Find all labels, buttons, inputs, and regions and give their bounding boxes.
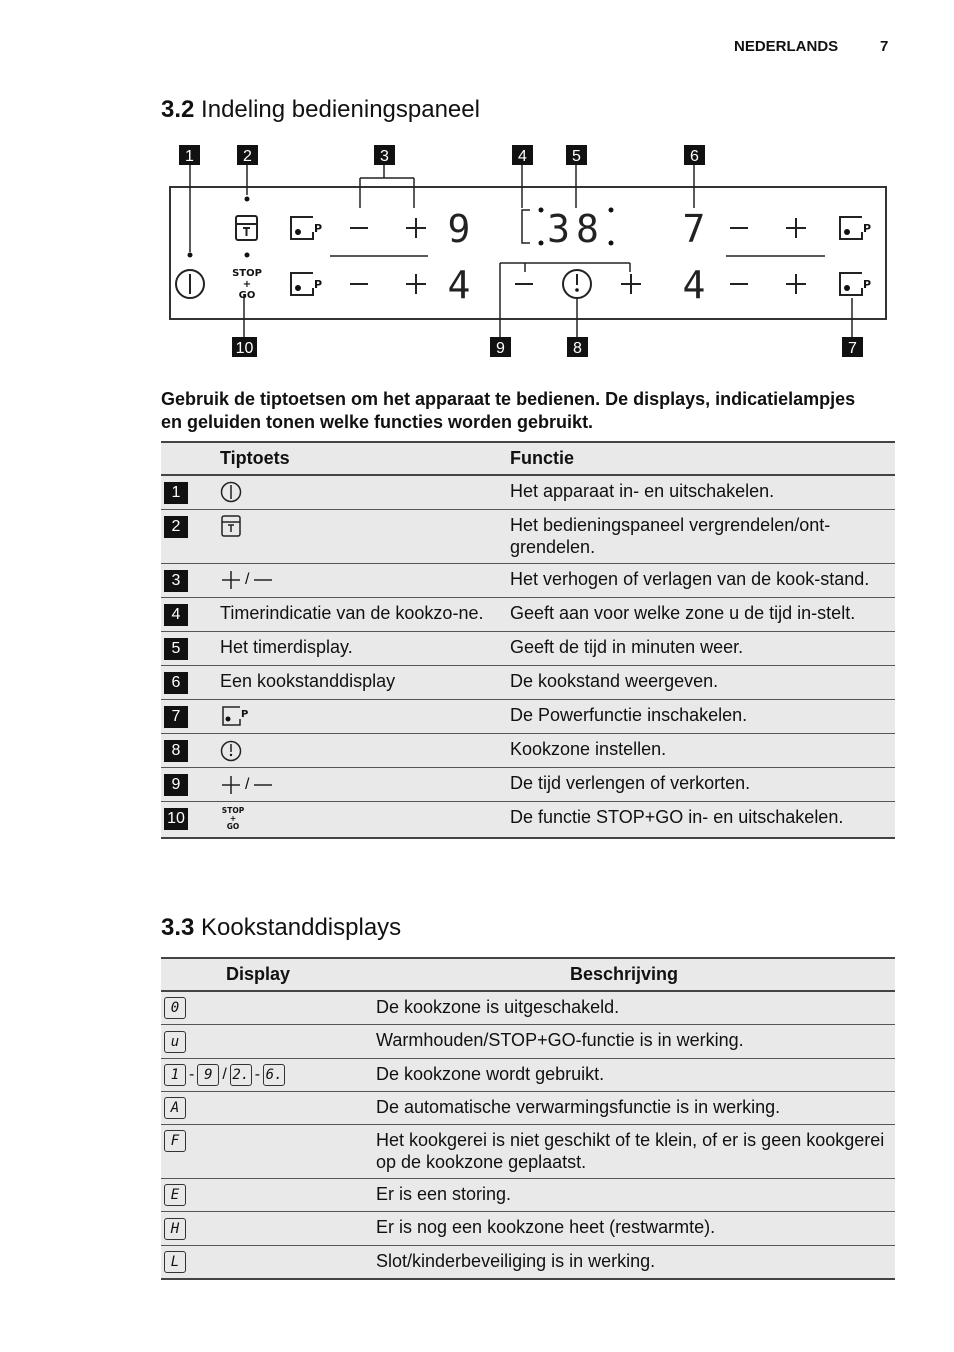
separator: -	[189, 1065, 195, 1083]
row-description: Het kookgerei is niet geschikt of te klein, of er is geen kookgerei op de kookzone geplaatst.	[370, 1125, 895, 1179]
row-function: Geeft de tijd in minuten weer.	[504, 632, 895, 666]
table-row	[161, 632, 895, 666]
table-row	[161, 1245, 895, 1279]
row-number: 1	[164, 482, 188, 504]
separator: /	[245, 571, 250, 589]
separator: /	[222, 1065, 227, 1083]
table-row	[161, 598, 895, 632]
row-function: Het bedieningspaneel vergrendelen/ont-grendelen.	[504, 510, 895, 564]
row-key: Een kookstanddisplay	[214, 666, 504, 700]
panel-frame	[170, 187, 886, 319]
level-display-bottom-right: 4	[682, 263, 706, 307]
table-row	[161, 700, 895, 734]
panel-power-key-top-right	[840, 217, 862, 239]
row-function: Het apparaat in- en uitschakelen.	[504, 475, 895, 510]
table-row	[161, 510, 895, 564]
level-display-bottom-left: 4	[447, 263, 471, 307]
level-display-top-right: 7	[682, 207, 706, 251]
display-symbol: F	[164, 1130, 186, 1152]
stop-go-line-2: +	[242, 279, 252, 290]
minus-icon	[252, 774, 274, 796]
power-letter-2: P	[314, 278, 323, 291]
callout-2-label: 2	[243, 148, 252, 165]
panel-stop-go-icon	[232, 268, 262, 301]
row-number: 8	[164, 740, 188, 762]
table-row	[161, 1212, 895, 1245]
table-header-row	[161, 958, 895, 991]
row-description: Warmhouden/STOP+GO-functie is in werking.	[370, 1025, 895, 1058]
callout-3-label: 3	[380, 148, 389, 165]
row-number: 10	[164, 808, 188, 830]
row-key: Het timerdisplay.	[214, 632, 504, 666]
row-description: De kookzone is uitgeschakeld.	[370, 991, 895, 1025]
power-letter-1: P	[314, 222, 323, 235]
row-number: 7	[164, 706, 188, 728]
stop-go-line-2: +	[229, 814, 237, 824]
section-number: 3.3	[161, 914, 195, 941]
callout-7-label: 7	[848, 340, 857, 357]
display-symbol: u	[164, 1031, 186, 1053]
row-description: Er is nog een kookzone heet (restwarmte).	[370, 1212, 895, 1245]
row-function: Het verhogen of verlagen van de kook-stand.	[504, 564, 895, 598]
stop-go-line-1: STOP	[221, 806, 245, 816]
table-row	[161, 1025, 895, 1058]
power-letter-4: P	[863, 278, 872, 291]
header-key: Tiptoets	[214, 442, 504, 475]
intro-text: Gebruik de tiptoetsen om het apparaat te bedienen. De displays, indicatielampjes en geluiden tonen welke functies worden gebruikt.	[161, 389, 856, 432]
row-function: De functie STOP+GO in- en uitschakelen.	[504, 802, 895, 839]
stop-go-line-3: GO	[226, 822, 240, 832]
header-function: Functie	[504, 442, 895, 475]
callout-6-label: 6	[690, 148, 699, 165]
table-header-row	[161, 442, 895, 475]
table-row	[161, 666, 895, 700]
display-symbol: 0	[164, 997, 186, 1019]
display-symbol: H	[164, 1218, 186, 1240]
row-description: Er is een storing.	[370, 1179, 895, 1212]
panel-power-key-top-left	[291, 217, 313, 239]
row-description: De kookzone wordt gebruikt.	[370, 1058, 895, 1091]
section-number: 3.2	[161, 96, 195, 123]
display-symbol: 6.	[263, 1064, 285, 1086]
row-key: Timerindicatie van de kookzo-ne.	[214, 598, 504, 632]
level-display-top-left: 9	[447, 207, 471, 251]
display-symbol: 1	[164, 1064, 186, 1086]
panel-lock-icon	[236, 216, 257, 240]
timer-display: 38	[547, 207, 605, 251]
table-row	[161, 1125, 895, 1179]
section-title: Indeling bedieningspaneel	[201, 96, 480, 123]
table-row	[161, 768, 895, 802]
section-heading-3-2	[161, 96, 480, 124]
panel-power-key-bottom-left	[291, 273, 313, 295]
svg-text:P: P	[241, 709, 249, 721]
row-function: Kookzone instellen.	[504, 734, 895, 768]
callout-4-label: 4	[518, 148, 527, 165]
power-function-icon	[220, 704, 250, 728]
row-function: De kookstand weergeven.	[504, 666, 895, 700]
plus-icon	[220, 774, 242, 796]
row-number: 4	[164, 604, 188, 626]
table-row	[161, 475, 895, 510]
display-symbol: 9	[197, 1064, 219, 1086]
display-symbol: L	[164, 1251, 186, 1273]
table-row	[161, 802, 895, 839]
table-row	[161, 1179, 895, 1212]
row-number: 2	[164, 516, 188, 538]
timer-icon	[220, 740, 242, 762]
display-symbol: E	[164, 1184, 186, 1206]
control-panel-diagram	[160, 140, 890, 365]
page-number: 7	[880, 38, 889, 55]
row-function: Geeft aan voor welke zone u de tijd in-stelt.	[504, 598, 895, 632]
stop-go-line-1: STOP	[232, 268, 262, 279]
display-table	[161, 957, 895, 1280]
plus-icon	[220, 569, 242, 591]
callout-8-label: 8	[573, 340, 582, 357]
row-description: Slot/kinderbeveiliging is in werking.	[370, 1245, 895, 1279]
row-description: De automatische verwarmingsfunctie is in werking.	[370, 1091, 895, 1124]
display-symbol: A	[164, 1097, 186, 1119]
panel-timer-icon	[563, 270, 591, 298]
row-number: 9	[164, 774, 188, 796]
callout-9-label: 9	[496, 340, 505, 357]
row-function: De tijd verlengen of verkorten.	[504, 768, 895, 802]
separator: /	[245, 775, 250, 793]
separator: -	[254, 1065, 261, 1083]
header-display: Display	[161, 958, 370, 991]
callout-10-label: 10	[235, 340, 254, 357]
stop-go-line-3: GO	[238, 290, 256, 301]
header-description: Beschrijving	[370, 958, 895, 991]
callout-1-label: 1	[185, 148, 194, 165]
callout-5-label: 5	[572, 148, 581, 165]
display-symbol: 2.	[230, 1064, 252, 1086]
table-row	[161, 1091, 895, 1124]
control-keys-table	[161, 441, 895, 839]
stop-go-icon	[220, 806, 248, 832]
table-row	[161, 564, 895, 598]
table-row	[161, 734, 895, 768]
power-icon	[220, 481, 242, 503]
panel-power-icon	[176, 270, 204, 298]
table-row	[161, 1058, 895, 1091]
row-number: 5	[164, 638, 188, 660]
section-title: Kookstanddisplays	[201, 914, 402, 941]
minus-icon	[252, 569, 274, 591]
row-function: De Powerfunctie inschakelen.	[504, 700, 895, 734]
row-number: 3	[164, 570, 188, 592]
row-number: 6	[164, 672, 188, 694]
lock-icon	[220, 514, 242, 538]
power-letter-3: P	[863, 222, 872, 235]
header-language: NEDERLANDS	[734, 38, 839, 55]
table-row	[161, 991, 895, 1025]
panel-power-key-bottom-right	[840, 273, 862, 295]
section-heading-3-3	[161, 914, 401, 942]
